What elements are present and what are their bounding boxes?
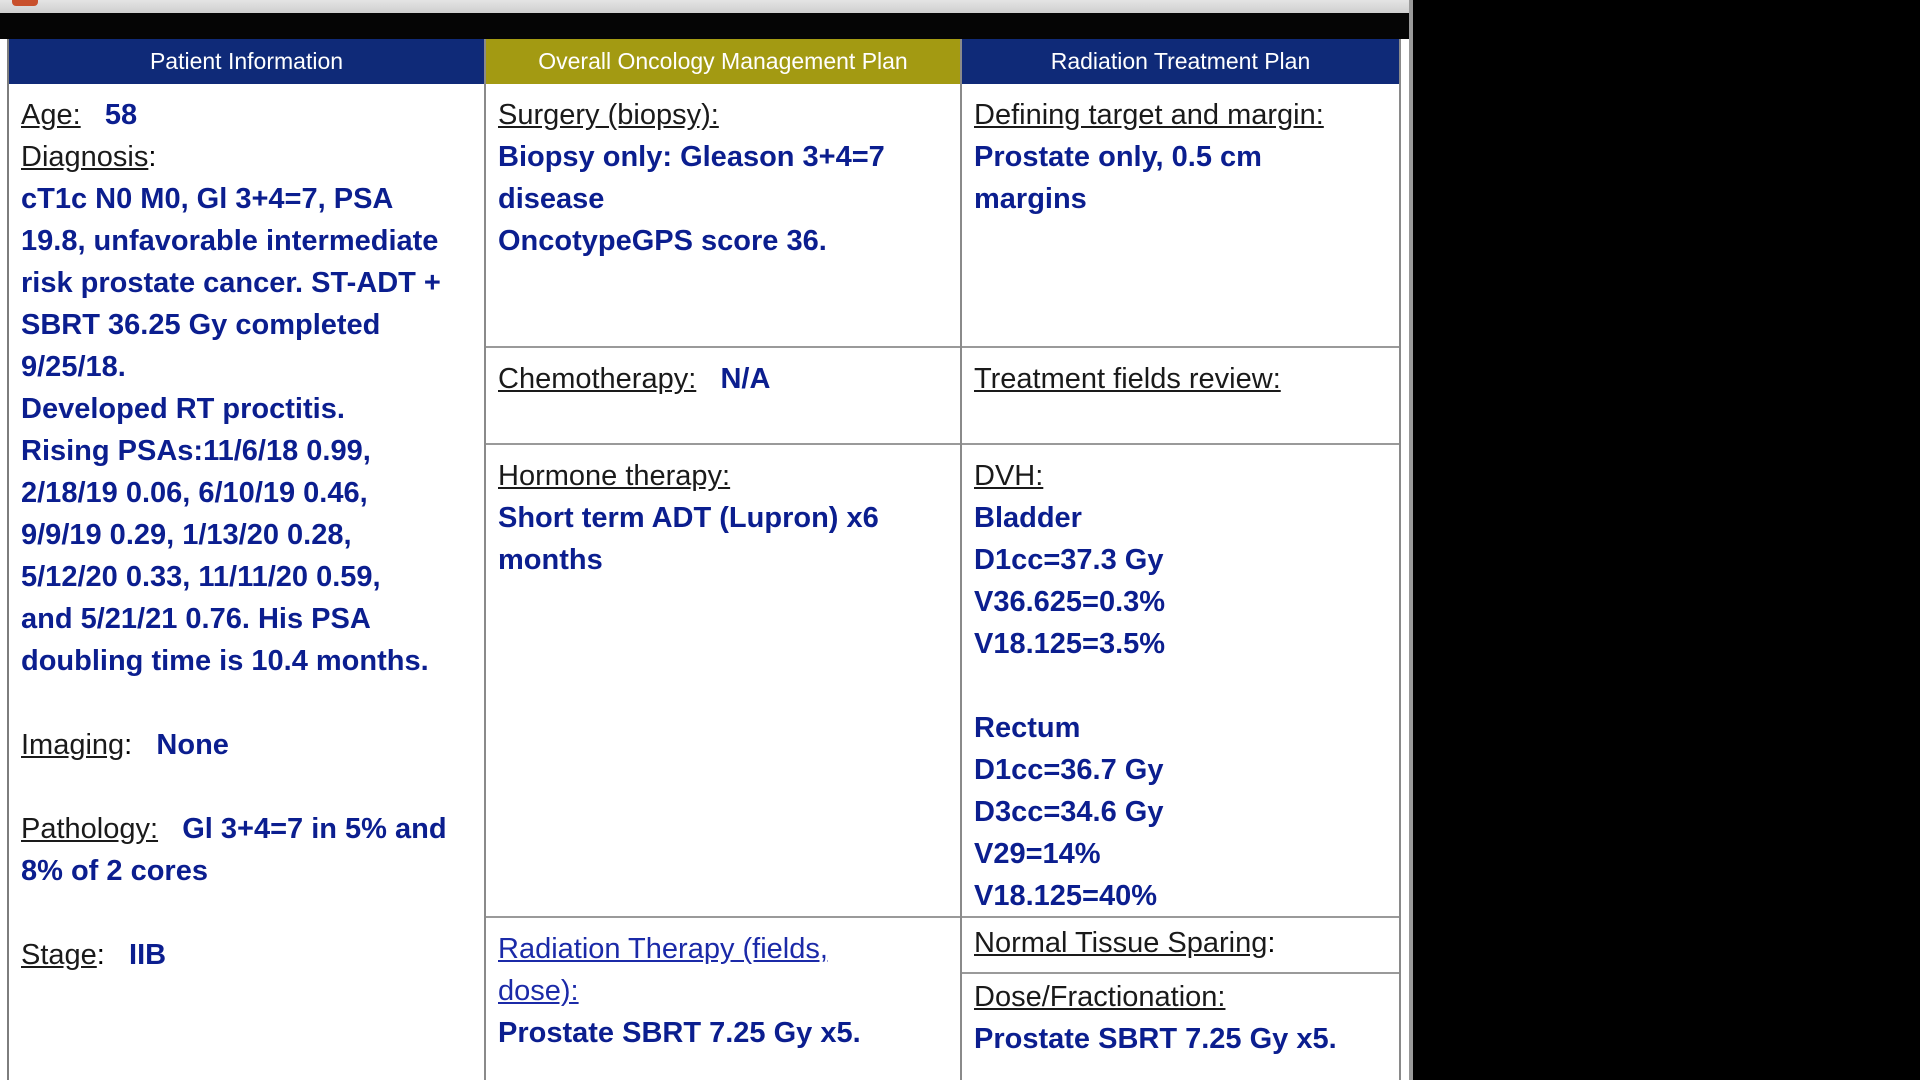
patient-information-header: Patient Information (9, 39, 484, 84)
hormone-therapy-line: months (498, 544, 603, 576)
bladder-dvh-line: V36.625=0.3% (974, 586, 1166, 618)
stage-label-colon: : (96, 939, 105, 971)
patient-information-column (9, 39, 486, 1080)
rectum-dvh-line: D1cc=36.7 Gy (974, 754, 1164, 786)
normal-tissue-sparing-row (974, 922, 1399, 964)
rectum-dvh-values (974, 749, 1399, 916)
surgery-label: Surgery (biopsy): (498, 99, 719, 131)
pathology-value: Gl 3+4=7 in 5% and (182, 813, 447, 845)
target-margin-label: Defining target and margin: (974, 99, 1324, 131)
diagnosis-label: Diagnosis (21, 141, 149, 173)
window-titlebar (0, 0, 1409, 13)
surgery-line: disease (498, 183, 605, 215)
diagnosis-line: cT1c N0 M0, Gl 3+4=7, PSA (21, 183, 394, 215)
imaging-label: Imaging (21, 729, 125, 761)
app-icon (12, 0, 38, 6)
imaging-label-colon: : (124, 729, 133, 761)
radiation-therapy-value: Prostate SBRT 7.25 Gy x5. (498, 1017, 861, 1049)
dose-fractionation-cell (962, 972, 1399, 1080)
bladder-dvh-line: V18.125=3.5% (974, 628, 1166, 660)
oncology-plan-column (486, 39, 962, 1080)
diagnosis-row (21, 136, 484, 178)
imaging-row (21, 724, 484, 766)
diagnosis-text (21, 178, 484, 682)
diagnosis-line: 9/25/18. (21, 351, 126, 383)
diagnosis-line: doubling time is 10.4 months. (21, 645, 429, 677)
pathology-value-line2: 8% of 2 cores (21, 855, 208, 887)
radiation-plan-column (962, 39, 1401, 1080)
diagnosis-line: Rising PSAs:11/6/18 0.99, (21, 435, 371, 467)
diagnosis-line: and 5/21/21 0.76. His PSA (21, 603, 371, 635)
hormone-therapy-label: Hormone therapy: (498, 460, 731, 492)
rectum-dvh-line: V29=14% (974, 838, 1101, 870)
top-black-strip (0, 13, 1409, 39)
surgery-cell (486, 84, 960, 346)
radiation-therapy-cell (486, 916, 960, 1080)
target-margin-text (974, 136, 1399, 220)
dvh-cell (962, 443, 1399, 916)
diagnosis-label-colon: : (148, 141, 157, 173)
bladder-dvh-values (974, 539, 1399, 665)
rectum-dvh-line: D3cc=34.6 Gy (974, 796, 1164, 828)
rectum-dvh-line: V18.125=40% (974, 880, 1158, 912)
dose-fractionation-label: Dose/Fractionation: (974, 981, 1226, 1013)
target-margin-line: Prostate only, 0.5 cm (974, 141, 1262, 173)
radiation-therapy-label-line2[interactable]: dose): (498, 975, 579, 1007)
normal-tissue-sparing-colon: : (1267, 927, 1276, 959)
treatment-fields-cell (962, 346, 1399, 443)
normal-tissue-sparing-cell (962, 916, 1399, 972)
diagnosis-line: 9/9/19 0.29, 1/13/20 0.28, (21, 519, 352, 551)
diagnosis-line: 5/12/20 0.33, 11/11/20 0.59, (21, 561, 381, 593)
chemotherapy-row (498, 358, 960, 400)
diagnosis-line: 19.8, unfavorable intermediate (21, 225, 439, 257)
diagnosis-line: SBRT 36.25 Gy completed (21, 309, 381, 341)
diagnosis-line: Developed RT proctitis. (21, 393, 345, 425)
target-margin-cell (962, 84, 1399, 346)
bladder-title: Bladder (974, 502, 1082, 534)
chemotherapy-value: N/A (720, 363, 771, 395)
dvh-label: DVH: (974, 460, 1044, 492)
surgery-text (498, 136, 960, 262)
hormone-therapy-line: Short term ADT (Lupron) x6 (498, 502, 879, 534)
hormone-therapy-cell (486, 443, 960, 916)
surgery-line: Biopsy only: Gleason 3+4=7 (498, 141, 885, 173)
age-row (21, 94, 484, 136)
stage-label: Stage (21, 939, 97, 971)
diagnosis-line: 2/18/19 0.06, 6/10/19 0.46, (21, 477, 368, 509)
bladder-dvh-line: D1cc=37.3 Gy (974, 544, 1164, 576)
stage-row (21, 934, 484, 976)
hormone-therapy-text (498, 497, 960, 581)
patient-information-cell (9, 84, 484, 1080)
dose-fractionation-value: Prostate SBRT 7.25 Gy x5. (974, 1023, 1337, 1055)
imaging-value: None (156, 729, 229, 761)
age-value: 58 (104, 99, 138, 131)
surgery-line: OncotypeGPS score 36. (498, 225, 827, 257)
rectum-title: Rectum (974, 712, 1081, 744)
treatment-fields-label: Treatment fields review: (974, 363, 1281, 395)
target-margin-line: margins (974, 183, 1087, 215)
pathology-label: Pathology: (21, 813, 159, 845)
pathology-row (21, 808, 484, 850)
radiation-therapy-label-line1[interactable]: Radiation Therapy (fields, (498, 933, 828, 965)
stage-value: IIB (129, 939, 167, 971)
diagnosis-line: risk prostate cancer. ST-ADT + (21, 267, 441, 299)
chemotherapy-cell (486, 346, 960, 443)
age-label: Age: (21, 99, 81, 131)
radiation-plan-header: Radiation Treatment Plan (962, 39, 1399, 84)
normal-tissue-sparing-label: Normal Tissue Sparing (974, 927, 1268, 959)
oncology-plan-table (7, 39, 1399, 1080)
oncology-plan-header: Overall Oncology Management Plan (486, 39, 960, 84)
chemotherapy-label: Chemotherapy: (498, 363, 697, 395)
